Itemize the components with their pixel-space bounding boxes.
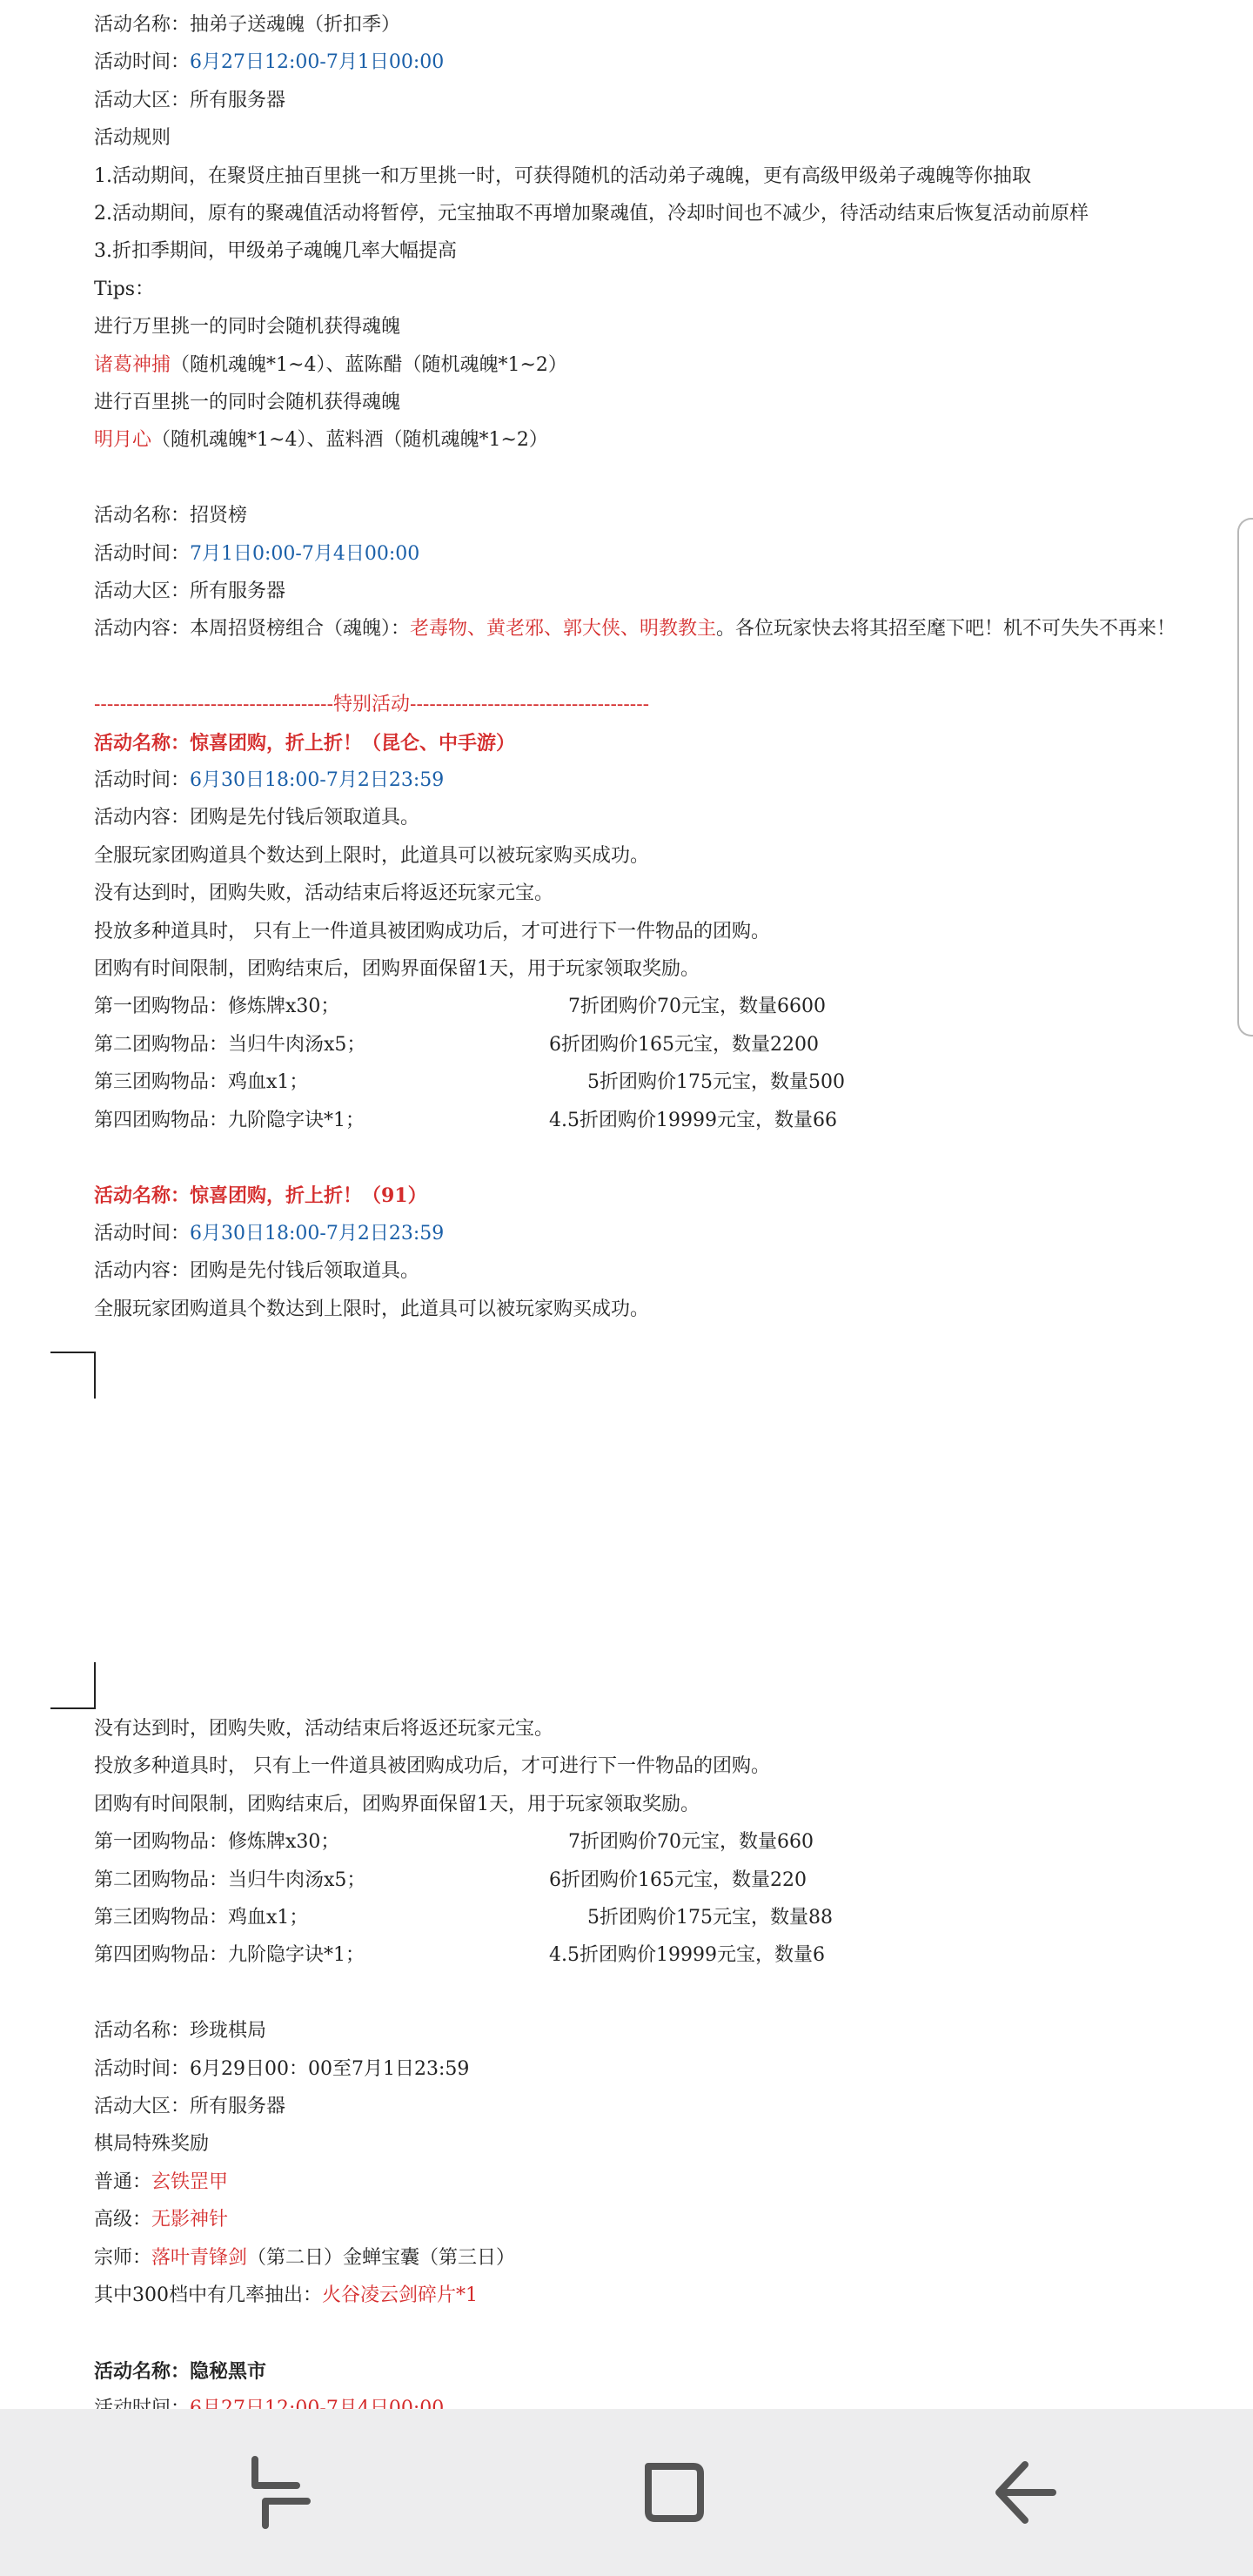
- doc-line: [94, 2056, 469, 2083]
- line-text: 团购有时间限制，团购结束后，团购界面保留1天，用于玩家领取奖励。: [94, 958, 700, 980]
- doc-line: [94, 1942, 825, 1969]
- line-text: 高级：: [94, 2209, 152, 2231]
- line-text: 普通：: [94, 2170, 152, 2193]
- doc-line: [94, 201, 1089, 227]
- highlight-text: 诸葛神捕: [94, 353, 171, 376]
- scrollbar-handle[interactable]: [1237, 518, 1253, 1036]
- doc-line: [94, 1183, 427, 1209]
- line-text: Tips：: [94, 278, 155, 300]
- highlight-text: 活动名称：惊喜团购，折上折！（91）: [94, 1184, 427, 1208]
- page-break-marker-bottom: [50, 1352, 96, 1399]
- doc-line: [94, 2094, 285, 2120]
- line-text: 第三团购物品：鸡血x1；: [94, 1071, 309, 1094]
- line-text: 全服玩家团购道具个数达到上限时，此道具可以被玩家购买成功。: [94, 844, 650, 867]
- doc-line: [94, 12, 400, 38]
- home-button[interactable]: [570, 2409, 779, 2576]
- doc-line: [94, 805, 419, 831]
- line-text: 没有达到时，团购失败，活动结束后将返还玩家元宝。: [94, 882, 554, 905]
- doc-line: [94, 238, 457, 265]
- back-icon: [982, 2449, 1069, 2536]
- recents-icon: [238, 2449, 325, 2536]
- date-text: 6月30日18:00-7月2日23:59: [190, 1222, 445, 1244]
- back-button[interactable]: [921, 2409, 1129, 2576]
- line-text: 全服玩家团购道具个数达到上限时，此道具可以被玩家购买成功。: [94, 1298, 650, 1320]
- doc-line: [94, 1792, 700, 1818]
- line-text: 活动名称：招贤榜: [94, 505, 248, 527]
- highlight-text: -------------------------------------特别活动-------------------------------------: [94, 694, 650, 716]
- doc-line: [94, 1070, 845, 1096]
- doc-line: [94, 88, 285, 114]
- home-icon: [631, 2449, 718, 2536]
- doc-line: [94, 2245, 515, 2271]
- line-text: 活动名称：隐秘黑市: [94, 2359, 267, 2383]
- doc-line: [94, 541, 419, 567]
- line-text: 6折团购价165元宝，数量220: [549, 1868, 807, 1891]
- line-text: （随机魂魄*1~4）、蓝料酒（随机魂魄*1~2）: [151, 429, 548, 452]
- line-text: 第四团购物品：九阶隐字诀*1；: [94, 1944, 365, 1967]
- line-text: 活动时间：: [94, 769, 191, 791]
- line-text: 活动名称：抽弟子送魂魄（折扣季）: [94, 14, 401, 36]
- line-text: 其中300档中有几率抽出：: [94, 2284, 322, 2306]
- doc-line: [94, 956, 700, 983]
- line-text: 活动内容：本周招贤榜组合（魂魄）：: [94, 618, 411, 641]
- line-text: 活动名称：珍珑棋局: [94, 2020, 267, 2043]
- line-text: 团购有时间限制，团购结束后，团购界面保留1天，用于玩家领取奖励。: [94, 1793, 700, 1815]
- line-text: 第二团购物品：当归牛肉汤x5；: [94, 1868, 366, 1891]
- highlight-text: 老毒物、黄老邪、郭大侠、明教教主: [410, 618, 717, 641]
- line-text: 。各位玩家快去将其招至麾下吧！机不可失失不再来！: [716, 618, 1176, 641]
- doc-line: [94, 2207, 228, 2233]
- line-text: 3.折扣季期间，甲级弟子魂魄几率大幅提高: [94, 240, 457, 263]
- highlight-text: 落叶青锋剑: [151, 2246, 248, 2269]
- line-text: 投放多种道具时， 只有上一件道具被团购成功后，才可进行下一件物品的团购。: [94, 1755, 770, 1778]
- doc-line: [94, 881, 553, 907]
- highlight-text: 玄铁罡甲: [151, 2170, 229, 2193]
- date-text: 7月1日0:00-7月4日00:00: [190, 542, 420, 565]
- line-text: 第二团购物品：当归牛肉汤x5；: [94, 1033, 366, 1056]
- line-text: 活动大区：所有服务器: [94, 580, 286, 602]
- line-text: 第三团购物品：鸡血x1；: [94, 1907, 309, 1929]
- doc-line: [94, 843, 649, 869]
- line-text: 7折团购价70元宝，数量6600: [568, 996, 826, 1018]
- highlight-text: 火谷凌云剑碎片*1: [322, 2284, 478, 2306]
- doc-line: [94, 503, 247, 529]
- line-text: 没有达到时，团购失败，活动结束后将返还玩家元宝。: [94, 1718, 554, 1740]
- doc-line: [94, 1258, 419, 1285]
- date-text: 6月30日18:00-7月2日23:59: [190, 769, 445, 791]
- doc-line: [94, 1032, 819, 1058]
- doc-line: [94, 1754, 770, 1780]
- doc-line: [94, 125, 171, 151]
- line-text: （随机魂魄*1~4）、蓝陈醋（随机魂魄*1~2）: [171, 353, 567, 376]
- line-text: 5折团购价175元宝，数量88: [587, 1907, 833, 1929]
- line-text: 6折团购价165元宝，数量2200: [549, 1033, 819, 1056]
- doc-line: [94, 1297, 649, 1323]
- highlight-text: 无影神针: [151, 2209, 229, 2231]
- page-break-marker-top: [50, 1662, 96, 1709]
- line-text: 7折团购价70元宝，数量660: [568, 1831, 814, 1854]
- doc-line: [94, 994, 826, 1020]
- line-text: 第一团购物品：修炼牌x30；: [94, 996, 340, 1018]
- doc-line: [94, 390, 400, 416]
- doc-line: [94, 579, 285, 605]
- line-text: 投放多种道具时， 只有上一件道具被团购成功后，才可进行下一件物品的团购。: [94, 920, 770, 943]
- doc-line: [94, 2131, 209, 2157]
- line-text: 活动大区：所有服务器: [94, 89, 286, 111]
- date-text: 6月27日12:00-7月1日00:00: [190, 51, 445, 74]
- doc-line: [94, 768, 444, 794]
- doc-line: [94, 692, 649, 718]
- doc-line: [94, 427, 548, 453]
- line-text: 1.活动期间，在聚贤庄抽百里挑一和万里挑一时，可获得随机的活动弟子魂魄，更有高级甲级弟子魂魄等你抽取: [94, 164, 1031, 187]
- line-text: 活动规则: [94, 127, 171, 150]
- line-text: 活动内容：团购是先付钱后领取道具。: [94, 1260, 420, 1283]
- doc-line: [94, 1829, 814, 1855]
- doc-line: [94, 730, 515, 756]
- line-text: 宗师：: [94, 2246, 152, 2269]
- doc-line: [94, 164, 1031, 190]
- doc-line: [94, 277, 154, 303]
- line-text: 第一团购物品：修炼牌x30；: [94, 1831, 340, 1854]
- navigation-bar: [0, 2409, 1253, 2576]
- line-text: 进行百里挑一的同时会随机获得魂魄: [94, 392, 401, 413]
- doc-line: [94, 2018, 266, 2044]
- line-text: 活动时间：: [94, 1222, 191, 1244]
- doc-line: [94, 1108, 837, 1134]
- line-text: 棋局特殊奖励: [94, 2133, 210, 2156]
- doc-line: [94, 314, 400, 340]
- doc-line: [94, 352, 567, 379]
- doc-line: [94, 2358, 266, 2385]
- line-text: 活动大区：所有服务器: [94, 2096, 286, 2117]
- recents-button[interactable]: [177, 2409, 385, 2576]
- doc-line: [94, 1868, 807, 1894]
- doc-line: [94, 1905, 833, 1931]
- doc-line: [94, 616, 1176, 642]
- doc-line: [94, 919, 770, 945]
- line-text: （第二日）金蝉宝囊（第三日）: [247, 2246, 516, 2269]
- doc-line: [94, 2170, 228, 2196]
- line-text: 第四团购物品：九阶隐字诀*1；: [94, 1109, 365, 1131]
- line-text: 活动内容：团购是先付钱后领取道具。: [94, 807, 420, 829]
- highlight-text: 活动名称：惊喜团购，折上折！（昆仑、中手游）: [94, 731, 516, 755]
- line-text: 5折团购价175元宝，数量500: [587, 1071, 845, 1094]
- line-text: 活动时间：: [94, 51, 191, 74]
- line-text: 进行万里挑一的同时会随机获得魂魄: [94, 316, 401, 339]
- line-text: 活动时间：6月29日00：00至7月1日23:59: [94, 2057, 470, 2080]
- line-text: 4.5折团购价19999元宝，数量66: [549, 1109, 837, 1131]
- doc-line: [94, 1221, 444, 1247]
- doc-line: [94, 1716, 553, 1742]
- highlight-text: 明月心: [94, 429, 152, 452]
- line-text: 4.5折团购价19999元宝，数量6: [549, 1944, 825, 1967]
- line-text: 活动时间：: [94, 542, 191, 565]
- line-text: 2.活动期间，原有的聚魂值活动将暂停，元宝抽取不再增加聚魂值，冷却时间也不减少，待活动结束后恢复活动前原样: [94, 203, 1089, 225]
- doc-line: [94, 2283, 478, 2309]
- doc-line: [94, 50, 444, 76]
